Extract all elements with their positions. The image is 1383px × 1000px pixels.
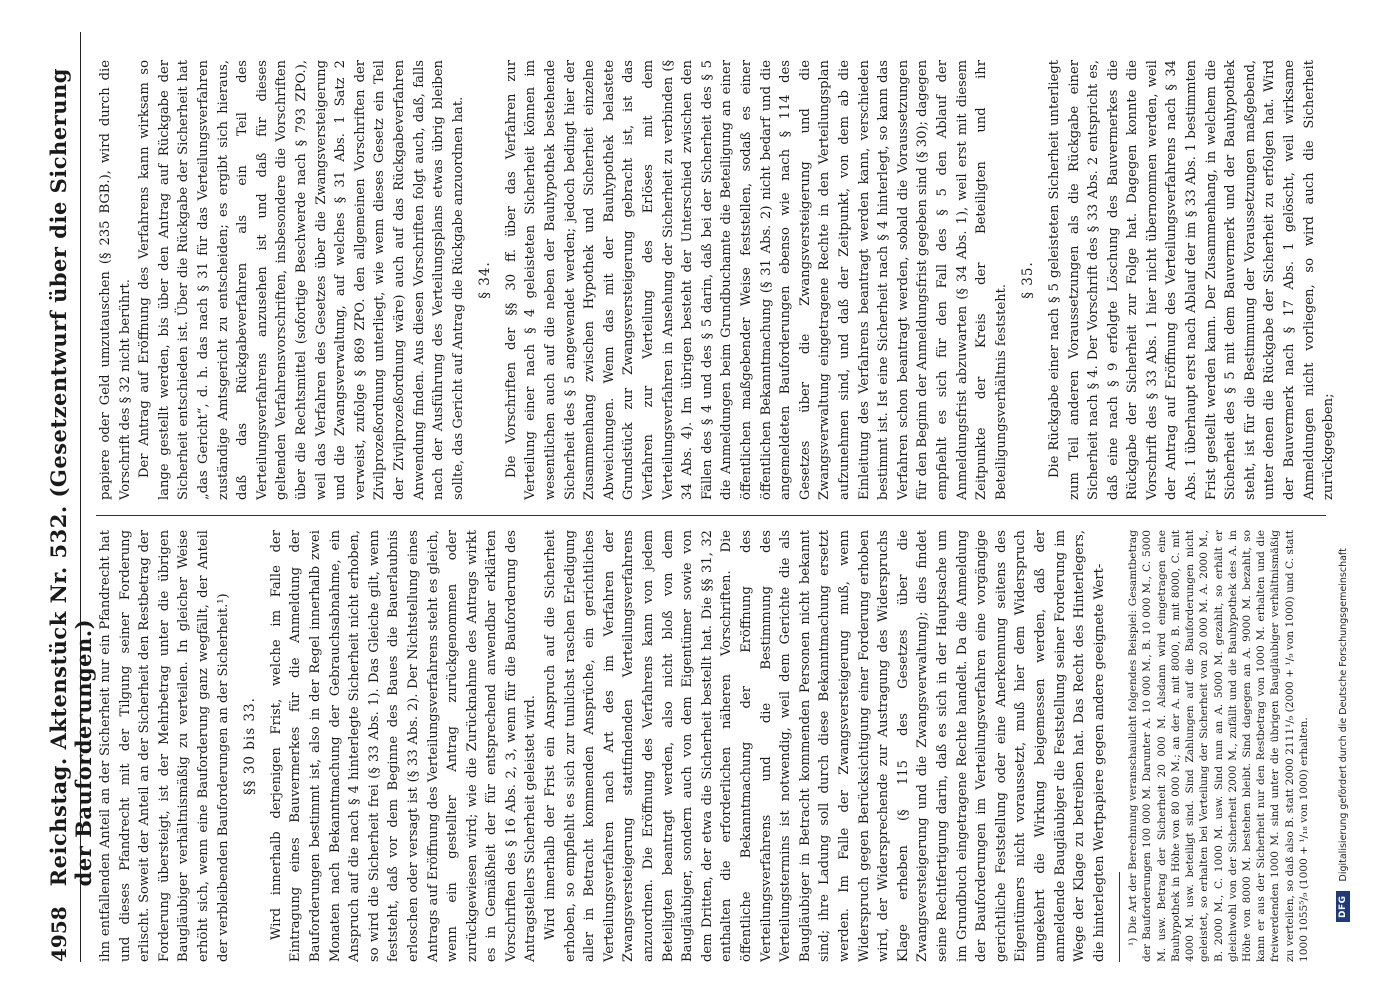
footnote-text: ¹) Die Art der Berechnung veranschaulicht folgendes Beispiel: Gesamtbetrag der Bauforderungen 100 000 M. Darunter A. 10 000 M., B. 10 000 M., C. 5000 M. usw. Betrag der Sicherheit 20 000 M. Alsdann wird eingetragen eine Bauhypothek in Höhe von 80 000 M.; an der A. mit 8000, B. mit 8000, C. mit 4000 M. usw. beteiligt sind. Sind Zahlungen auf die Bauforderungen nicht geleistet, so erhalten bei Verteilung der Sicherheit von 20 000 M. A. 2000 M., B. 2000 M., C. 1000 M. usw. Sind nun an A. 5000 M. gezahlt, so erhält er gleichwohl von der Sicherheit 2000 M., zufällt und die Bauhypothek des A. in Höhe von 8000 M. bestehen bleibt. Sind dagegen an A. 9000 M. bezahlt, so kann er aus der Sicherheit nur den Restbetrag von 1000 M. erhalten und die freiwerdenden 1000 M. sind unter die übrigen Baugläubiger verhältnismäßig zu verteilen, so daß also B. statt 2000 2111¹/₉ (2000 + ¹/₉ von 1000) und C. statt 1000 1055⁵/₉ (1000 + ¹/₁₈ von 1000) erhalten. (1127, 530, 1310, 962)
paragraph: Die Vorschriften der §§ 30 ff. über das Verfahren zur Verteilung einer nach § 4 geleisteten Sicherheit können im wesentlichen auch auf die neben der Bauhypothek bestehende Sicherheit des § 5 angewendet werden; jedoch bedingt hier der Zusammenhang zwischen Hypothek und Sicherheit einzelne Abweichungen. Wenn das mit der Bauhypothek belastete Grundstück zur Zwangsversteigerung gebracht ist, ist das Verfahren zur Verteilung des Erlöses mit dem Verteilungsverfahren in Ansehung der Sicherheit zu verbinden (§ 34 Abs. 4). Im übrigen besteht der Unterschied zwischen den Fällen des § 4 und des § 5 darin, daß bei der Sicherheit des § 5 die Anmeldungen beim Grundbuchamte die Beteiligung an einer öffentlichen maßgebender Weise feststellen, sodaß es einer öffentlichen Bekanntmachung (§ 31 Abs. 2) nicht bedarf und die angemeldeten Bauforderungen ebenso wie nach § 114 des Gesetzes über die Zwangsversteigerung und die Zwangsverwaltung eingetragene Rechte in den Verteilungsplan aufzunehmen sind, und daß der Zeitpunkt, von dem ab die Einleitung des Verfahrens beantragt werden kann, verschieden bestimmt ist. Ist eine Sicherheit nach § 4 hinterlegt, so kann das Verfahren schon beantragt werden, sobald die Voraussetzungen für den Beginn der Anmeldungsfrist gegeben sind (§ 30); dagegen empfiehlt es sich für den Fall des § 5 den Ablauf der Anmeldungsfrist abzuwarten (§ 34 Abs. 1), weil erst mit diesem Zeitpunkte der Kreis der Beteiligten und ihr Beteiligungsverhältnis feststeht. (503, 60, 1009, 500)
section-heading: §§ 30 bis 33. (242, 697, 259, 795)
page-header (46, 32, 96, 962)
footnote-divider (1119, 872, 1120, 962)
digitization-credit (1328, 42, 1358, 922)
section-heading-35: § 35. (1020, 261, 1037, 299)
paragraph: Wird innerhalb der Frist ein Anspruch auf die Sicherheit erhoben, so empfiehlt es sich zur tunlichst raschen Erledigung aller in Betracht kommenden Ansprüche, ein gerichtliches Verteilungsverfahren nach Art des im Verfahren der Zwangsversteigerung stattfindenden Verteilungsverfahrens anzuordnen. Die Eröffnung des Verfahrens kann von jedem Beteiligten beantragt werden, also nicht bloß von dem Baugläubiger, sondern auch von dem Eigentümer sowie von dem Dritten, der etwa die Sicherheit bestellt hat. Die §§ 31, 32 enthalten die erforderlichen näheren Vorschriften. Die öffentliche Bekanntmachung der Eröffnung des Verteilungsverfahrens und die Bestimmung des Verteilungstermins ist notwendig, weil dem Gerichte die als Baugläubiger in Betracht kommenden Personen nicht bekannt sind; ihre Ladung soll durch diese Bekanntmachung ersetzt werden. Im Falle der Zwangsversteigerung muß, wenn Widerspruch gegen Berücksichtigung einer Forderung erhoben wird, der Widersprechende zur Austragung des Widerspruchs Klage erheben (§ 115 des Gesetzes über die Zwangsversteigerung und die Zwangsverwaltung); dies findet seine Rechtfertigung darin, daß es sich in der Hauptsache um im Grundbuch eingetragene Rechte handelt. Da die Anmeldung der Bauforderungen im Verteilungsverfahren eine vorgängige gerichtliche Feststellung oder eine Anerkennung seitens des Eigentümers nicht voraussetzt, muß hier dem Widerspruch umgekehrt die Wirkung beigemessen werden, daß der anmeldende Baugläubiger die Feststellung seiner Forderung im Wege der Klage zu betreiben hat. Das Recht des Hinterlegers, die hinterlegten Wertpapiere gegen andere geeignete Wert- (543, 530, 1107, 962)
footnote (1126, 530, 1311, 962)
left-column (96, 530, 1311, 962)
page-number: 4958 (47, 906, 71, 962)
dfg-logo: DFG (1336, 891, 1350, 922)
paragraph: papiere oder Geld umzutauschen (§ 235 BGB.), wird durch die Vorschrift des § 32 nicht berührt. (98, 60, 133, 500)
credit-text: Digitalisierung gefördert durch die Deutsche Forschungsgemeinschaft (1337, 548, 1349, 882)
column-divider (96, 515, 1326, 516)
paragraph: Die Rückgabe einer nach § 5 geleisteten Sicherheit unterliegt zum Teil anderen Voraussetzungen als die Rückgabe einer Sicherheit nach § 4. Der Vorschrift des § 33 Abs. 2 entspricht es, daß eine nach § 9 erfolgte Löschung des Bauvermerkes die Rückgabe der Sicherheit zur Folge hat. Dagegen konnte die Vorschrift des § 33 Abs. 1 hier nicht übernommen werden, weil der Antrag auf Eröffnung des Verteilungsverfahrens nach § 34 Abs. 1 überhaupt erst nach Ablauf der im § 33 Abs. 1 bestimmten Frist gestellt werden kann. Der Zusammenhang, in welchem die Sicherheit des § 5 mit dem Bauvermerk und der Bauhypothek steht, ist für die Bestimmung der Voraussetzungen maßgebend, unter denen die Rückgabe der Sicherheit zu erfolgen hat. Wird der Bauvermerk nach § 17 Abs. 1 gelöscht, weil wirksame Anmeldungen nicht vorliegen, so wird auch die Sicherheit zurückgegeben; (1046, 60, 1337, 500)
paragraph: Der Antrag auf Eröffnung des Verfahrens kann wirksam so lange gestellt werden, bis über den Antrag auf Rückgabe der Sicherheit entschieden ist. Über die Rückgabe der Sicherheit hat „das Gericht“, d. h. das nach § 31 für das Verteilungsverfahren zuständige Amtsgericht zu entscheiden; es ergibt sich hieraus, daß das Rückgabeverfahren als ein Teil des Verteilungsverfahrens anzusehen ist und daß für dieses geltenden Verfahrensvorschriften, insbesondere die Vorschriften über die Rechtsmittel (sofortige Beschwerde nach § 793 ZPO.), weil das Verfahren des Gesetzes über die Zwangsversteigerung und die Zwangsverwaltung, auf welches § 31 Abs. 1 Satz 2 verweist, zufolge § 869 ZPO. den allgemeinen Vorschriften der Zivilprozeßordnung unterliegt, wie wenn dieses Gesetz ein Teil der Zivilprozeßordnung wäre) auch auf das Rückgabeverfahren Anwendung finden. Aus diesen Vorschriften folgt auch, daß, falls nach der Ausführung des Verteilungsplans etwas übrig bleiben sollte, das Gericht auf Antrag die Rückgabe anzuordnen hat. (137, 60, 466, 500)
section-heading-34: § 34. (477, 261, 494, 299)
page-title: Reichstag. Aktenstück Nr. 532. (Gesetzentwurf über die Sicherung der Bauforderungen.) (46, 68, 96, 887)
paragraph: ihn entfallenden Anteil an der Sicherheit nur ein Pfandrecht hat und dieses Pfandrecht mit der Tilgung seiner Forderung erlischt. Soweit der Anteil an der Sicherheit den Restbetrag der Forderung übersteigt, ist der Mehrbetrag unter die übrigen Baugläubiger verhältnismäßig zu verteilen. In gleicher Weise erhöht sich, wenn eine Bauforderung ganz wegfällt, der Anteil der verbleibenden Bauforderungen an der Sicherheit.¹) (98, 530, 231, 962)
paragraph: Wird innerhalb derjenigen Frist, welche im Falle der Eintragung eines Bauvermerkes für die Anmeldung der Bauforderungen bestimmt ist, also in der Regel innerhalb zwei Monaten nach Bekanntmachung der Gebrauchsabnahme, ein Anspruch auf die nach § 4 hinterlegte Sicherheit nicht erhoben, so wird die Sicherheit frei (§ 33 Abs. 1). Das Gleiche gilt, wenn feststeht, daß vor dem Beginne des Baues die Bauerlaubnis erloschen oder versagt ist (§ 33 Abs. 2). Der Nichtstellung eines Antrags auf Eröffnung des Verteilungsverfahrens steht es gleich, wenn ein gestellter Antrag zurückgenommen oder zurückgewiesen wird; wie die Zurücknahme des Antrags wirkt es in Gemäßheit der für entsprechend anwendbar erklärten Vorschriften des § 16 Abs. 2, 3, wenn für die Bauforderung des Antragstellers Sicherheit geleistet wird. (268, 530, 539, 962)
right-column (96, 60, 1339, 500)
